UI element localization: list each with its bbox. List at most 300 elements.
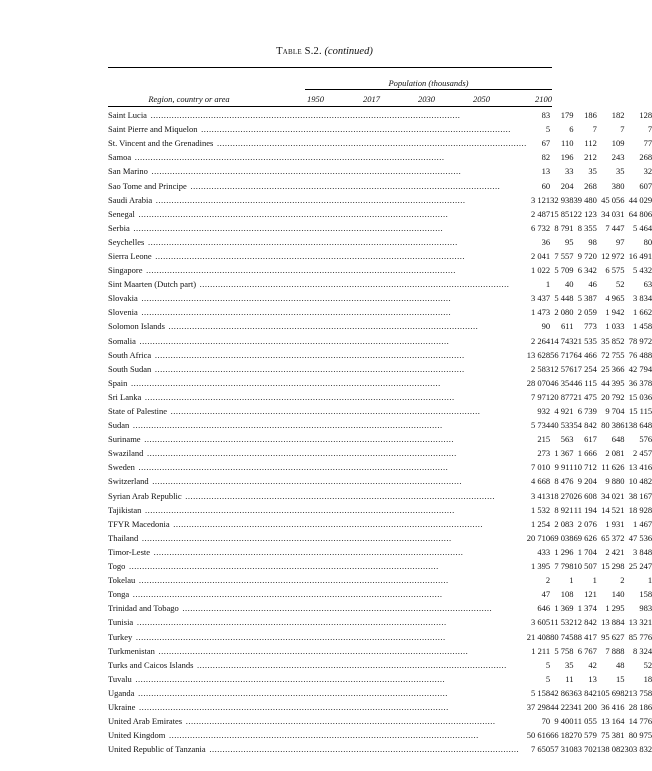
leader-dots [108, 124, 527, 134]
population-value-1950: 5 [545, 124, 551, 135]
population-value-2100: 1 [647, 575, 652, 586]
table-row [108, 742, 652, 756]
population-value-1950: 5 [545, 659, 551, 670]
population-value-2017: 57 310 [550, 744, 574, 755]
leader-dots [108, 251, 527, 261]
population-value-2050: 7 447 [605, 222, 625, 233]
country-name: Saint Pierre and Miquelon [108, 124, 198, 135]
population-value-2017: 32 938 [550, 194, 574, 205]
population-value-2100: 268 [639, 152, 652, 163]
country-name-cell [108, 474, 527, 488]
header-year-2100: 2100 [535, 94, 552, 104]
population-value-2100: 76 488 [628, 349, 652, 360]
country-name-cell [108, 277, 527, 291]
population-value-2030: 10 712 [573, 462, 597, 473]
country-name: United Kingdom [108, 730, 166, 741]
population-value-2017: 14 743 [550, 335, 574, 346]
table-top-rule [108, 67, 552, 68]
population-value-2030: 1 [592, 575, 597, 586]
country-name-cell [108, 235, 527, 249]
population-value-1950: 83 [541, 110, 551, 121]
population-value-2050: 15 298 [601, 561, 625, 572]
population-value-2030: 42 [588, 659, 597, 670]
country-name: Turks and Caicos Islands [108, 659, 194, 670]
table-caption-continued: (continued) [321, 46, 373, 57]
population-value-1950: 1 022 [530, 265, 551, 276]
leader-dots [108, 491, 527, 501]
population-value-2100: 78 972 [628, 335, 652, 346]
population-value-2017: 5 448 [554, 293, 574, 304]
country-name-cell [108, 108, 527, 122]
leader-dots [108, 589, 527, 599]
table-row [108, 644, 652, 658]
country-name: Singapore [108, 265, 143, 276]
country-name: Trinidad and Tobago [108, 603, 179, 614]
population-value-2050: 1 931 [605, 518, 625, 529]
population-value-2030: 5 387 [577, 293, 597, 304]
population-value-2100: 607 [639, 180, 652, 191]
country-name: Senegal [108, 208, 135, 219]
leader-dots [108, 660, 527, 670]
population-value-2017: 15 851 [550, 208, 574, 219]
population-value-2017: 56 717 [550, 349, 574, 360]
table-row [108, 714, 652, 728]
population-value-2100: 8 324 [632, 645, 652, 656]
leader-dots [108, 519, 527, 529]
population-value-2030: 26 608 [573, 490, 597, 501]
population-value-1950: 67 [541, 138, 551, 149]
country-name: Sri Lanka [108, 391, 142, 402]
population-value-1950: 7 010 [530, 462, 551, 473]
table-row [108, 432, 652, 446]
country-name-cell [108, 150, 527, 164]
population-value-2050: 9 880 [605, 476, 625, 487]
population-value-2017: 8 791 [554, 222, 574, 233]
leader-dots [108, 138, 527, 148]
population-value-2100: 213 758 [624, 687, 652, 698]
population-value-1950: 20 710 [526, 532, 551, 543]
population-value-1950: 3 121 [530, 194, 551, 205]
population-value-2050: 97 [615, 236, 625, 247]
country-name: Sudan [108, 420, 130, 431]
table-row [108, 686, 652, 700]
leader-dots [108, 336, 527, 346]
population-value-1950: 6 732 [530, 222, 551, 233]
population-value-2050: 1 295 [605, 603, 625, 614]
country-name: Togo [108, 561, 126, 572]
country-name-cell [108, 432, 527, 446]
country-name-cell [108, 601, 527, 615]
table-row [108, 207, 652, 221]
population-value-2050: 20 792 [601, 391, 625, 402]
table-row [108, 178, 652, 192]
population-value-2030: 17 254 [573, 363, 597, 374]
country-name-cell [108, 376, 527, 390]
country-name-cell [108, 136, 527, 150]
population-value-2017: 66 182 [550, 730, 574, 741]
population-value-2100: 5 432 [632, 265, 652, 276]
leader-dots [108, 505, 527, 515]
population-value-2017: 196 [560, 152, 574, 163]
country-name-cell [108, 517, 527, 531]
table-row [108, 531, 652, 545]
population-table [108, 108, 652, 756]
country-name: Sao Tome and Principe [108, 180, 187, 191]
country-name-cell [108, 700, 527, 714]
population-value-1950: 2 [545, 575, 551, 586]
leader-dots [108, 237, 527, 247]
leader-dots [108, 617, 527, 627]
population-value-2030: 112 [584, 138, 597, 149]
table-row [108, 460, 652, 474]
country-name: Saint Lucia [108, 110, 147, 121]
country-name: San Marino [108, 166, 148, 177]
population-value-2100: 2 457 [632, 448, 652, 459]
population-value-2050: 7 [620, 124, 625, 135]
population-value-2017: 12 576 [550, 363, 574, 374]
leader-dots [108, 223, 527, 233]
population-value-1950: 28 070 [526, 377, 551, 388]
country-name-cell [108, 742, 527, 756]
country-name: Samoa [108, 152, 132, 163]
leader-dots [108, 350, 527, 360]
population-value-2030: 41 200 [573, 701, 597, 712]
country-name: Slovenia [108, 307, 138, 318]
population-value-2017: 611 [561, 321, 574, 332]
population-value-2050: 7 888 [605, 645, 625, 656]
country-name-cell [108, 404, 527, 418]
leader-dots [108, 547, 527, 557]
country-name: Turkey [108, 631, 133, 642]
population-value-2030: 773 [584, 321, 597, 332]
country-name: St. Vincent and the Grenadines [108, 138, 214, 149]
population-value-2050: 648 [611, 434, 625, 445]
population-value-2017: 1 367 [554, 448, 574, 459]
population-value-2050: 182 [611, 110, 625, 121]
table-row [108, 446, 652, 460]
population-value-2030: 69 626 [573, 532, 597, 543]
population-value-2100: 7 [647, 124, 652, 135]
population-value-2030: 54 842 [573, 420, 597, 431]
population-value-2030: 121 [584, 589, 597, 600]
country-name-cell [108, 319, 527, 333]
population-value-1950: 1 254 [530, 518, 551, 529]
country-name: Tonga [108, 589, 130, 600]
population-value-2017: 563 [560, 434, 574, 445]
population-value-2017: 40 [564, 279, 574, 290]
country-name: Tunisia [108, 617, 134, 628]
population-value-2030: 22 123 [573, 208, 597, 219]
leader-dots [108, 293, 527, 303]
population-value-2017: 6 [569, 124, 574, 135]
population-value-1950: 1 532 [530, 504, 551, 515]
population-value-2100: 158 [639, 589, 652, 600]
table-row [108, 164, 652, 178]
country-name-cell [108, 193, 527, 207]
country-name-cell [108, 658, 527, 672]
country-name-cell [108, 249, 527, 263]
population-value-1950: 2 487 [530, 208, 551, 219]
country-name-cell [108, 446, 527, 460]
table-row [108, 348, 652, 362]
country-name: Spain [108, 377, 128, 388]
population-value-1950: 47 [541, 589, 551, 600]
country-name-cell [108, 615, 527, 629]
table-row [108, 193, 652, 207]
population-value-2017: 46 354 [550, 377, 574, 388]
table-row [108, 418, 652, 432]
header-rule [108, 106, 552, 107]
leader-dots [108, 209, 527, 219]
table-caption [0, 46, 649, 57]
population-value-2050: 2 [620, 575, 625, 586]
population-value-2017: 20 877 [550, 391, 574, 402]
table-row [108, 404, 652, 418]
country-name-cell [108, 348, 527, 362]
population-value-2030: 12 842 [573, 617, 597, 628]
population-value-2050: 9 704 [605, 406, 625, 417]
population-value-2017: 1 296 [554, 546, 574, 557]
table-header [108, 94, 552, 105]
leader-dots [108, 674, 527, 684]
population-value-2017: 110 [561, 138, 574, 149]
country-name: TFYR Macedonia [108, 518, 170, 529]
population-value-2100: 44 029 [628, 194, 652, 205]
country-name-cell [108, 672, 527, 686]
leader-dots [108, 364, 527, 374]
population-value-2030: 98 [588, 236, 597, 247]
population-value-2017: 1 369 [554, 603, 574, 614]
leader-dots [108, 195, 527, 205]
table-row [108, 503, 652, 517]
population-value-2100: 14 776 [628, 716, 652, 727]
country-name: Turkmenistan [108, 645, 155, 656]
country-name: Tajikistan [108, 504, 142, 515]
leader-dots [108, 716, 527, 726]
country-name: South Africa [108, 349, 152, 360]
population-value-2017: 2 080 [554, 307, 574, 318]
population-value-2050: 35 852 [601, 335, 625, 346]
population-value-2030: 212 [584, 152, 597, 163]
country-name: Syrian Arab Republic [108, 490, 182, 501]
population-value-2017: 18 270 [550, 490, 574, 501]
country-name: Tuvalu [108, 673, 132, 684]
population-value-1950: 13 [541, 166, 551, 177]
population-value-1950: 37 298 [526, 701, 551, 712]
population-value-2050: 109 [611, 138, 625, 149]
population-value-2100: 38 167 [628, 490, 652, 501]
leader-dots [108, 744, 527, 754]
population-value-2030: 1 704 [577, 546, 597, 557]
population-value-2100: 25 247 [628, 561, 652, 572]
population-value-2100: 303 832 [624, 744, 652, 755]
population-value-2050: 15 [615, 673, 625, 684]
population-value-2050: 2 081 [605, 448, 625, 459]
population-value-2050: 52 [615, 279, 625, 290]
population-value-1950: 215 [537, 434, 551, 445]
population-value-2017: 42 863 [550, 687, 574, 698]
country-name-cell [108, 545, 527, 559]
population-value-2017: 95 [564, 236, 574, 247]
leader-dots [108, 279, 527, 289]
population-value-2100: 18 928 [628, 504, 652, 515]
population-value-2050: 80 386 [601, 420, 625, 431]
population-value-2100: 28 186 [628, 701, 652, 712]
country-name-cell [108, 489, 527, 503]
table-row [108, 277, 652, 291]
table-row [108, 235, 652, 249]
population-value-2030: 46 [588, 279, 597, 290]
country-name: State of Palestine [108, 406, 168, 417]
population-value-1950: 36 [541, 236, 551, 247]
country-name-cell [108, 221, 527, 235]
population-value-2050: 65 372 [601, 532, 625, 543]
table-row [108, 672, 652, 686]
population-value-1950: 4 668 [530, 476, 551, 487]
population-value-2050: 45 056 [601, 194, 625, 205]
table-row [108, 249, 652, 263]
population-value-2030: 11 194 [573, 504, 597, 515]
population-value-1950: 3 413 [530, 490, 551, 501]
population-value-2100: 10 482 [628, 476, 652, 487]
population-value-1950: 50 616 [526, 730, 551, 741]
country-name: Seychelles [108, 236, 145, 247]
country-name-cell [108, 503, 527, 517]
population-value-1950: 7 971 [530, 391, 551, 402]
table-row [108, 334, 652, 348]
population-value-2050: 72 755 [601, 349, 625, 360]
population-value-2100: 13 321 [628, 617, 652, 628]
population-value-1950: 273 [537, 448, 551, 459]
table-row [108, 658, 652, 672]
leader-dots [108, 476, 527, 486]
leader-dots [108, 688, 527, 698]
table-row [108, 545, 652, 559]
leader-dots [108, 265, 527, 275]
country-name-cell [108, 207, 527, 221]
table-row [108, 136, 652, 150]
population-value-2030: 9 204 [577, 476, 597, 487]
leader-dots [108, 632, 527, 642]
population-value-1950: 2 264 [530, 335, 551, 346]
population-value-1950: 13 628 [526, 349, 551, 360]
population-value-1950: 2 583 [530, 363, 551, 374]
country-name-cell [108, 164, 527, 178]
population-value-2017: 69 038 [550, 532, 574, 543]
country-name: Solomon Islands [108, 321, 165, 332]
table-caption-label: Table S.2. [276, 46, 322, 57]
population-value-2030: 1 666 [577, 448, 597, 459]
population-value-1950: 1 473 [530, 307, 551, 318]
population-value-2017: 33 [564, 166, 574, 177]
population-value-2100: 16 491 [628, 250, 652, 261]
country-name-cell [108, 559, 527, 573]
population-value-2100: 1 662 [632, 307, 652, 318]
population-value-2100: 63 [643, 279, 652, 290]
population-value-2100: 80 [643, 236, 652, 247]
leader-dots [108, 166, 527, 176]
population-value-2100: 85 776 [628, 631, 652, 642]
country-name-cell [108, 122, 527, 136]
country-name-cell [108, 644, 527, 658]
population-value-2030: 21 535 [573, 335, 597, 346]
population-value-1950: 5 158 [530, 687, 551, 698]
table-row [108, 263, 652, 277]
country-name-cell [108, 263, 527, 277]
country-name-cell [108, 334, 527, 348]
country-name: Sweden [108, 462, 135, 473]
table-row [108, 728, 652, 742]
leader-dots [108, 730, 527, 740]
population-value-2030: 2 076 [577, 518, 597, 529]
country-name-cell [108, 728, 527, 742]
population-value-2017: 44 223 [550, 701, 574, 712]
table-row [108, 150, 652, 164]
population-value-2030: 88 417 [573, 631, 597, 642]
table-row [108, 305, 652, 319]
population-value-2050: 25 366 [601, 363, 625, 374]
table-row [108, 700, 652, 714]
population-value-2030: 617 [584, 434, 597, 445]
population-value-2017: 35 [564, 659, 574, 670]
population-value-2100: 32 [643, 166, 652, 177]
table-row [108, 319, 652, 333]
population-value-2100: 15 036 [628, 391, 652, 402]
population-value-2050: 34 031 [601, 208, 625, 219]
country-name: Sint Maarten (Dutch part) [108, 279, 197, 290]
header-year-2050: 2050 [473, 94, 490, 104]
population-value-2030: 64 466 [573, 349, 597, 360]
population-value-2050: 105 698 [596, 687, 625, 698]
population-value-2017: 40 533 [550, 420, 574, 431]
population-value-2030: 35 [588, 166, 597, 177]
table-row [108, 615, 652, 629]
population-value-1950: 1 [545, 279, 551, 290]
population-value-2100: 18 [643, 673, 652, 684]
population-value-2050: 6 575 [605, 265, 625, 276]
leader-dots [108, 110, 527, 120]
population-value-2030: 70 579 [573, 730, 597, 741]
leader-dots [108, 152, 527, 162]
population-value-2050: 380 [611, 180, 625, 191]
leader-dots [108, 561, 527, 571]
country-name: Sierra Leone [108, 250, 152, 261]
population-value-2050: 12 972 [601, 250, 625, 261]
population-value-2017: 5 709 [554, 265, 574, 276]
population-value-2030: 13 [588, 673, 597, 684]
country-name: United Republic of Tanzania [108, 744, 206, 755]
table-row [108, 474, 652, 488]
table-row [108, 587, 652, 601]
country-name-cell [108, 460, 527, 474]
country-name: Ukraine [108, 701, 136, 712]
leader-dots [108, 181, 527, 191]
population-value-2030: 1 374 [577, 603, 597, 614]
population-value-2050: 14 521 [601, 504, 625, 515]
population-value-2050: 138 082 [596, 744, 625, 755]
table-row [108, 362, 652, 376]
population-value-2030: 6 739 [577, 406, 597, 417]
population-value-2050: 1 942 [605, 307, 625, 318]
country-name: Somalia [108, 335, 136, 346]
population-value-2017: 7 798 [554, 561, 574, 572]
table-row [108, 390, 652, 404]
population-value-1950: 2 041 [530, 250, 551, 261]
table-row [108, 291, 652, 305]
population-value-2017: 7 557 [554, 250, 574, 261]
country-name-cell [108, 629, 527, 643]
country-name-cell [108, 305, 527, 319]
